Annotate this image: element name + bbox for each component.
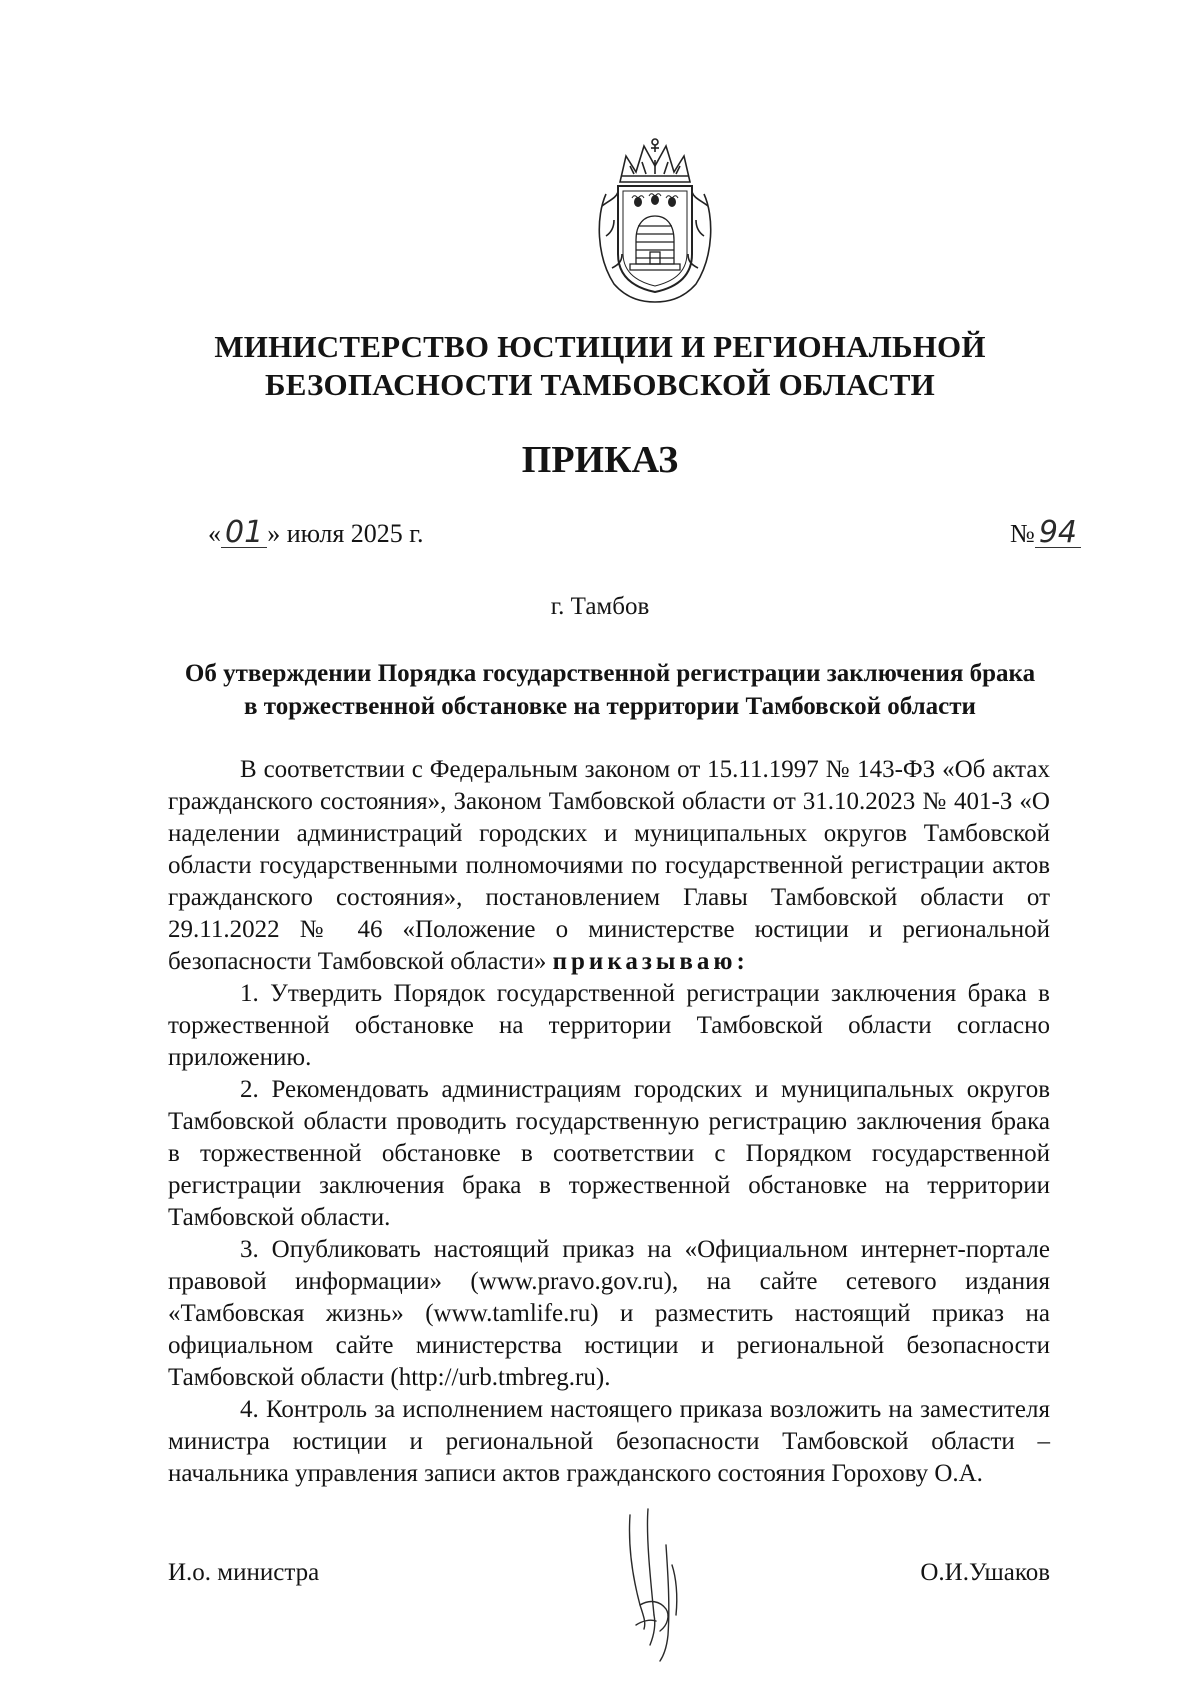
subject-line-1: Об утверждении Порядка государственной регистрации заключения брака (184, 660, 1036, 687)
signatory-name: О.И.Ушаков (920, 1559, 1050, 1586)
document-title: ПРИКАЗ (521, 439, 679, 481)
ministry-name (150, 328, 1050, 404)
date-day-handwritten: 01 (221, 519, 267, 548)
order-item-3: 3. Опубликовать настоящий приказ на «Официальном интернет-портале правовой информации» (www.pravo.gov.ru), на сайте сетевого издания «Тамбовская жизнь» (www.tamlife.ru) и разместить настоящий приказ на официальном сайте министерства юстиции и региональной безопасности Тамбовской области (http://urb.tmbreg.ru). (168, 1236, 1050, 1391)
ministry-line-2: БЕЗОПАСНОСТИ ТАМБОВСКОЙ ОБЛАСТИ (265, 367, 935, 402)
ministry-line-1: МИНИСТЕРСТВО ЮСТИЦИИ И РЕГИОНАЛЬНОЙ (214, 329, 986, 364)
date-open-quote: « (208, 519, 221, 548)
city: г. Тамбов (550, 593, 650, 620)
order-item-1: 1. Утвердить Порядок государственной регистрации заключения брака в торжественной обстановке на территории Тамбовской области согласно приложению. (168, 980, 1050, 1071)
date-month-year: » июля 2025 г. (267, 519, 424, 548)
handwritten-signature-icon (610, 1505, 700, 1665)
signatory-role: И.о. министра (168, 1559, 320, 1586)
order-item-4: 4. Контроль за исполнением настоящего приказа возложить на заместителя министра юстиции и региональной безопасности Тамбовской области – начальника управления записи актов гражданского состояния Горохову О.А. (168, 1396, 1050, 1487)
order-date (208, 515, 424, 550)
order-keyword-colon: : (736, 948, 745, 975)
number-prefix: № (1010, 519, 1035, 548)
order-body (168, 754, 1050, 1490)
order-keyword: приказываю (552, 948, 737, 975)
order-subject (170, 657, 1050, 723)
tambov-coat-of-arms-icon (592, 136, 718, 306)
order-number (1010, 515, 1081, 550)
number-value-handwritten: 94 (1035, 519, 1081, 548)
preamble-paragraph (168, 754, 1050, 978)
preamble-text: В соответствии с Федеральным законом от 15.11.1997 № 143-ФЗ «Об актах гражданского состояния», Законом Тамбовской области от 31.10.2023 № 401-З «О наделении администраций городских и муниципальных округов Тамбовской области государственными полномочиями по государственной регистрации актов гражданского состояния», постановлением Главы Тамбовской области от 29.11.2022 № 46 «Положение о министерстве юстиции и региональной безопасности Тамбовской области» (168, 756, 1050, 975)
subject-line-2: в торжественной обстановке на территории Тамбовской области (244, 693, 976, 720)
order-item-2: 2. Рекомендовать администрациям городских и муниципальных округов Тамбовской области проводить государственную регистрацию заключения брака в торжественной обстановке в соответствии с Порядком государственной регистрации заключения брака в торжественной обстановке на территории Тамбовской области. (168, 1076, 1050, 1231)
